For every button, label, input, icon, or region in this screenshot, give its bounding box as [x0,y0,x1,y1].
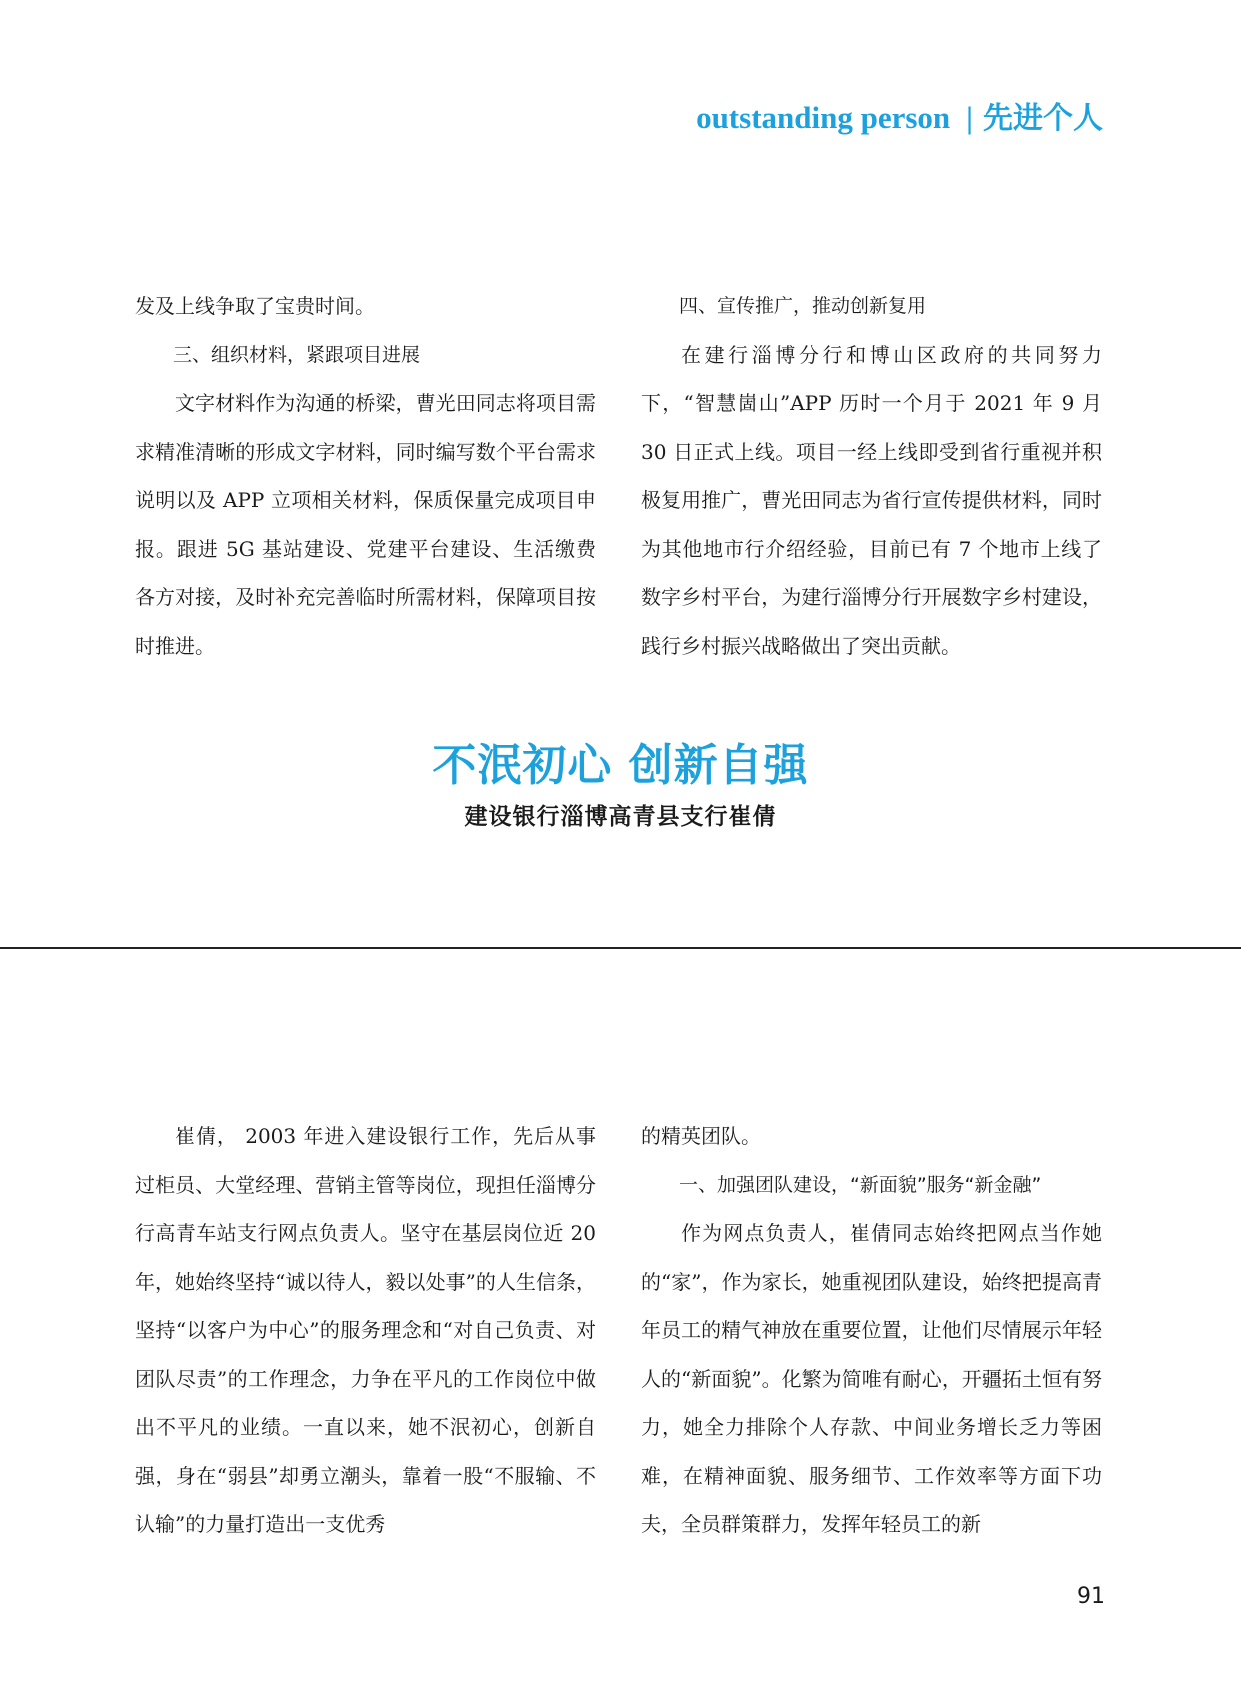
article-subtitle: 建设银行淄博高青县支行崔倩 [464,804,777,830]
paragraph: 崔倩， 2003 年进入建设银行工作，先后从事过柜员、大堂经理、营销主管等岗位，现担任淄博分行高青车站支行网点负责人。坚守在基层岗位近 20 年，她始终坚持“诚以待人，毅以处事”的人生信条，坚持“以客户为中心”的服务理念和“对自己负责、对团队尽责”的工作理念，力争在平凡的工作岗位中做出不平凡的业绩。一直以来，她不泯初心，创新自强，身在“弱县”却勇立潮头，靠着一股“不服输、不认输”的力量打造出一支优秀 [135,1124,596,1536]
section-header-cn: 先进个人 [983,101,1103,136]
section-header-en: outstanding person [696,100,951,135]
page-number: 91 [1077,1584,1105,1609]
paragraph: 的精英团队。 [641,1124,761,1148]
divider-rule [0,947,1241,949]
article2-right-column [641,1112,1102,1549]
section-heading: 三、组织材料，紧跟项目进展 [173,343,421,366]
section-header-separator: | [966,100,973,135]
article-title: 不泯初心 创新自强 [432,740,809,791]
section-heading: 四、宣传推广，推动创新复用 [679,295,927,317]
article1-right-column [641,282,1102,670]
section-heading: 一、加强团队建设，“新面貌”服务“新金融” [679,1173,1042,1196]
paragraph: 作为网点负责人，崔倩同志始终把网点当作她的“家”，作为家长，她重视团队建设，始终把提高青年员工的精气神放在重要位置，让他们尽情展示年轻人的“新面貌”。化繁为简唯有耐心，开疆拓土恒有努力，她全力排除个人存款、中间业务增长乏力等困难，在精神面貌、服务细节、工作效率等方面下功夫，全员群策群力，发挥年轻员工的新 [641,1221,1102,1536]
paragraph: 文字材料作为沟通的桥梁，曹光田同志将项目需求精准清晰的形成文字材料，同时编写数个平台需求说明以及 APP 立项相关材料，保质保量完成项目申报。跟进 5G 基站建设、党建平台建设、生活缴费各方对接，及时补充完善临时所需材料，保障项目按时推进。 [135,391,596,658]
paragraph: 在建行淄博分行和博山区政府的共同努力下，“智慧崮山”APP 历时一个月于 2021 年 9 月 30 日正式上线。项目一经上线即受到省行重视并积极复用推广，曹光田同志为省行宣传提供材料，同时为其他地市行介绍经验，目前已有 7 个地市上线了数字乡村平台，为建行淄博分行开展数字乡村建设，践行乡村振兴战略做出了突出贡献。 [641,342,1102,658]
paragraph: 发及上线争取了宝贵时间。 [135,294,375,318]
section-header [696,96,1103,141]
article1-left-column [135,282,596,670]
article2-left-column [135,1112,596,1549]
